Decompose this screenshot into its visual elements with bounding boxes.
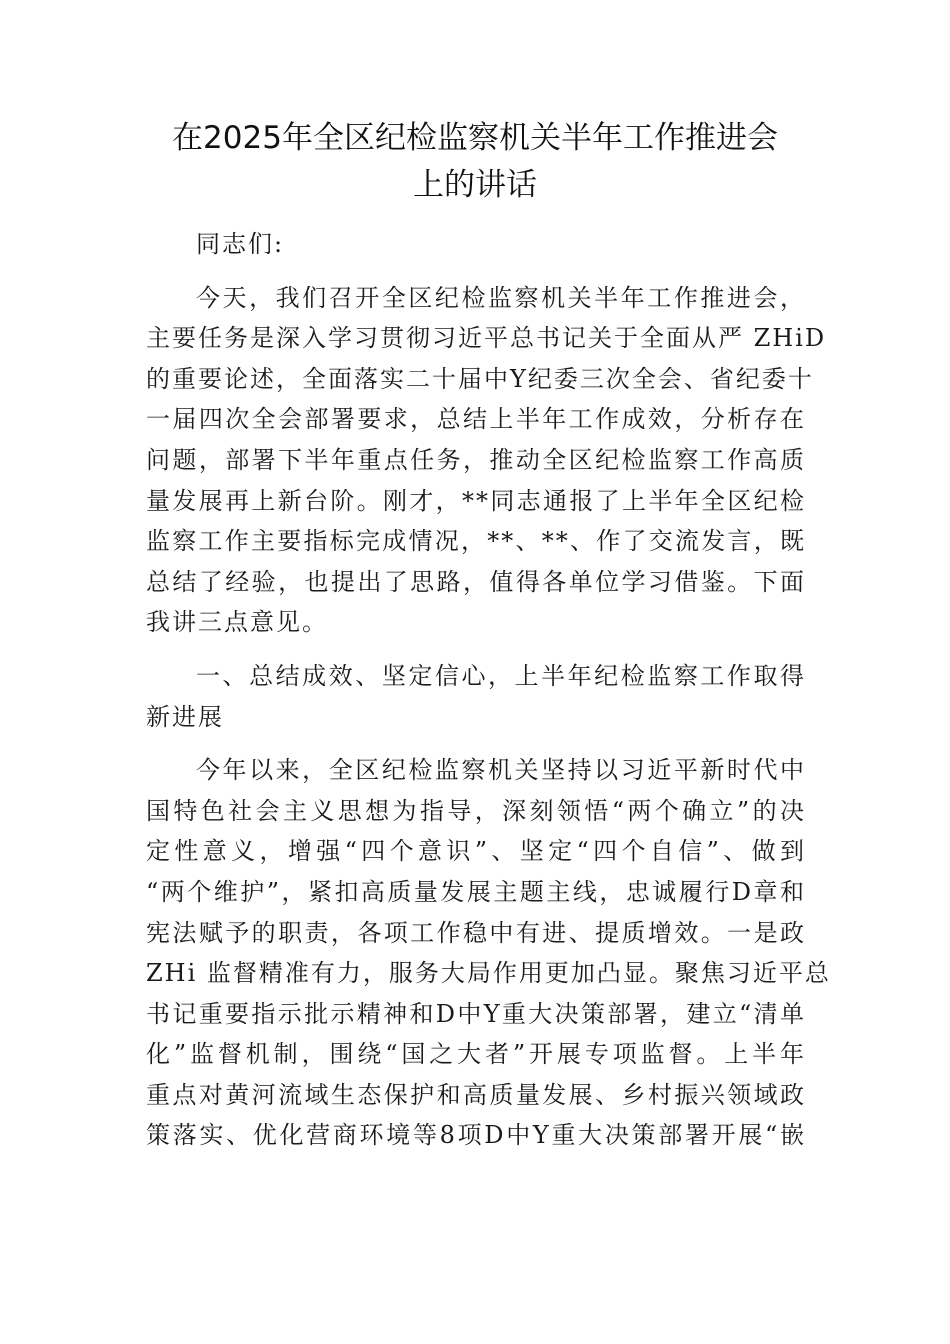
paragraph-achievements [146,750,831,1156]
paragraph-line: 书记重要指示批示精神和D中Y重大决策部署，建立“清单 [146,999,806,1028]
paragraph-line: ZHi 监督精准有力，服务大局作用更加凸显。聚焦习近平总 [146,959,831,988]
paragraph-line: 宪法赋予的职责，各项工作稳中有进、提质增效。一是政 [146,918,806,947]
title-line-1: 在2025年全区纪检监察机关半年工作推进会 [172,120,778,156]
salutation: 同志们: [196,230,285,258]
heading-line: 新进展 [146,702,224,731]
paragraph-line: 定性意义，增强“四个意识”、坚定“四个自信”、做到 [146,837,806,866]
paragraph-gap [146,265,806,278]
paragraph-line: 总结了经验，也提出了思路，值得各单位学习借鉴。下面 [146,567,806,596]
page-title [100,115,850,209]
section-heading-1 [146,656,806,737]
paragraph-line: “两个维护”，紧扣高质量发展主题主线，忠诚履行D章和 [146,877,806,906]
paragraph-line: 监察工作主要指标完成情况，**、**、作了交流发言，既 [146,527,806,556]
paragraph-line: 我讲三点意见。 [146,608,328,637]
paragraph-line: 主要任务是深入学习贯彻习近平总书记关于全面从严 ZHiD [146,324,827,353]
paragraph-line: 化”监督机制，围绕“国之大者”开展专项监督。上半年 [146,1040,806,1069]
document-body [146,224,831,1156]
paragraph-line: 今天，我们召开全区纪检监察机关半年工作推进会， [196,283,806,312]
paragraph-line: 问题，部署下半年重点任务，推动全区纪检监察工作高质 [146,445,806,474]
heading-line: 一、总结成效、坚定信心，上半年纪检监察工作取得 [196,661,806,690]
paragraph-intro [146,278,827,643]
paragraph-line: 今年以来，全区纪检监察机关坚持以习近平新时代中 [196,756,806,785]
paragraph-line: 量发展再上新台阶。刚才，**同志通报了上半年全区纪检 [146,486,806,515]
title-line-2: 上的讲话 [413,167,537,203]
paragraph-line: 策落实、优化营商环境等8项D中Y重大决策部署开展“嵌 [146,1121,806,1150]
paragraph-gap [146,643,806,656]
paragraph-line: 重点对黄河流域生态保护和高质量发展、乡村振兴领域政 [146,1080,806,1109]
paragraph-line: 的重要论述，全面落实二十届中Y纪委三次全会、省纪委十 [146,364,814,393]
paragraph-line: 一届四次全会部署要求，总结上半年工作成效，分析存在 [146,405,806,434]
paragraph-line: 国特色社会主义思想为指导，深刻领悟“两个确立”的决 [146,796,806,825]
paragraph-gap [146,737,806,750]
